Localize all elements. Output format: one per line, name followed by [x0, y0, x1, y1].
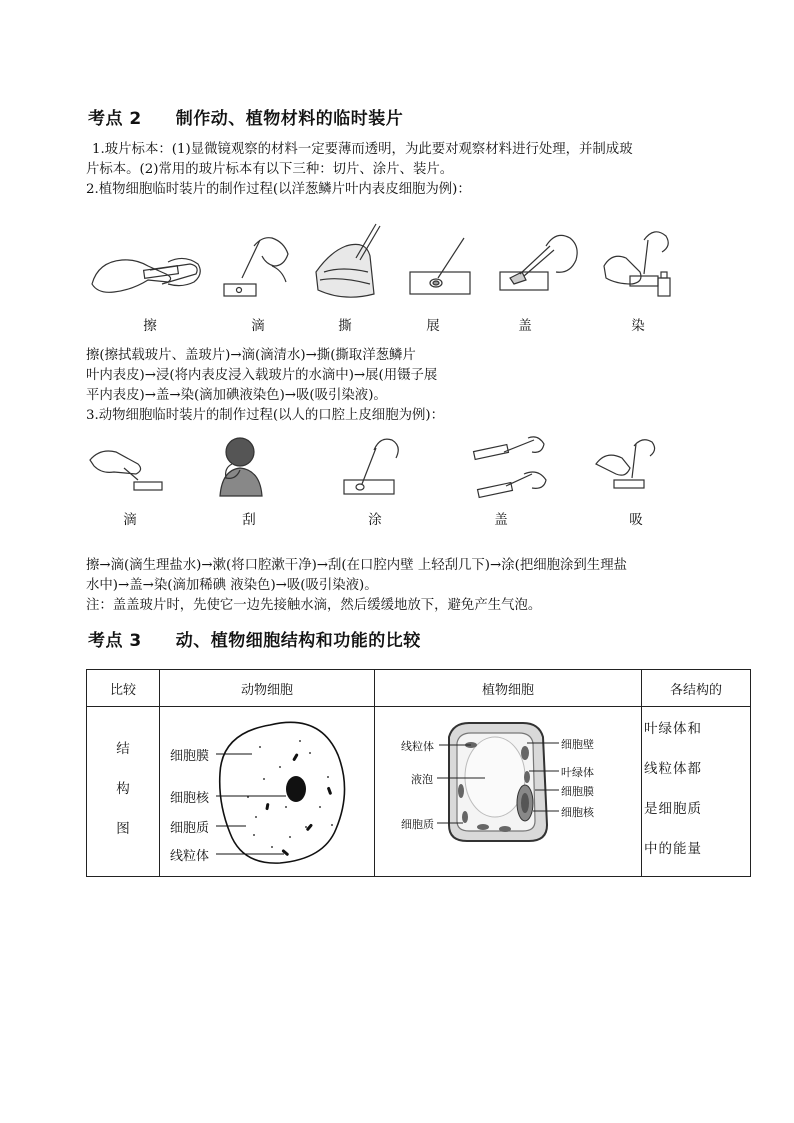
row-label-structure-diagram: 结 构 图	[87, 707, 160, 877]
animal-absorb-illustration	[596, 440, 655, 488]
section2-number: 考点 2	[88, 109, 142, 129]
comparison-table	[86, 669, 751, 877]
section2-heading	[88, 104, 403, 129]
animal-cell-diagram-cell	[160, 707, 375, 877]
animal-smear-illustration	[344, 439, 398, 494]
animal-step-caption: 滴	[123, 512, 137, 528]
plant-step-caption: 滴	[251, 318, 265, 334]
animal-step-caption: 涂	[368, 512, 382, 528]
cover-illustration	[500, 235, 577, 290]
section3-heading	[88, 626, 421, 651]
animal-label-nucleus: 细胞核	[170, 791, 210, 806]
animal-desc-line-1: 擦→滴(滴生理盐水)→漱(将口腔漱干净)→刮(在口腔内壁 上轻刮几下)→涂(把细胞涂到生理盐	[86, 558, 627, 573]
wipe-illustration	[92, 258, 200, 292]
plant-step-caption: 染	[631, 318, 645, 334]
tear-illustration	[316, 224, 380, 297]
section3-title: 动、植物细胞结构和功能的比较	[175, 631, 421, 651]
plant-label-membrane: 细胞膜	[561, 785, 594, 798]
stain-illustration	[604, 232, 670, 296]
plant-step-caption: 展	[426, 318, 440, 334]
plant-cell-diagram	[375, 707, 641, 877]
plant-label-vacuole: 液泡	[411, 773, 433, 786]
plant-desc-line-1: 擦(擦拭载玻片、盖玻片)→滴(滴清水)→撕(撕取洋葱鳞片	[86, 348, 416, 363]
header-structures: 各结构的	[642, 670, 751, 707]
plant-step-caption: 擦	[143, 318, 157, 334]
nucleus-shape	[286, 776, 306, 802]
plant-label-cell-wall: 细胞壁	[561, 738, 594, 751]
plant-step-caption: 撕	[338, 318, 352, 334]
animal-desc-line-2: 水中)→盖→染(滴加稀碘 液染色)→吸(吸引染液)。	[86, 578, 378, 593]
plant-label-mitochondria: 线粒体	[401, 740, 434, 753]
section2-title: 制作动、植物材料的临时装片	[175, 109, 404, 129]
animal-label-mitochondria: 线粒体	[170, 849, 210, 864]
plant-label-cytoplasm: 细胞质	[401, 818, 434, 831]
plant-desc-line-2: 叶内表皮)→浸(将内表皮浸入载玻片的水滴中)→展(用镊子展	[86, 368, 438, 383]
para-1-line-1: 1.玻片标本：(1)显微镜观察的材料一定要薄而透明，为此要对观察材料进行处理，并制成玻	[92, 142, 633, 157]
section3-number: 考点 3	[88, 631, 142, 651]
animal-step-illustrations	[84, 434, 684, 504]
animal-label-cytoplasm: 细胞质	[170, 821, 210, 836]
plant-step-caption: 盖	[518, 318, 532, 334]
para-2: 2.植物细胞临时装片的制作过程(以洋葱鳞片叶内表皮细胞为例)：	[86, 182, 471, 197]
animal-label-membrane: 细胞膜	[170, 749, 210, 764]
plant-label-nucleus: 细胞核	[561, 806, 594, 819]
spread-illustration	[410, 238, 470, 294]
animal-cover-illustration	[474, 437, 546, 498]
drop-illustration	[224, 238, 288, 296]
plant-cell-diagram-cell	[375, 707, 642, 877]
structure-notes: 叶绿体和 线粒体都 是细胞质 中的能量	[642, 707, 751, 877]
header-plant-cell: 植物细胞	[375, 670, 642, 707]
para-3: 3.动物细胞临时装片的制作过程(以人的口腔上皮细胞为例)：	[86, 408, 444, 423]
plant-step-illustrations	[84, 222, 704, 312]
plant-label-chloroplast: 叶绿体	[561, 766, 594, 779]
note: 注：盖盖玻片时，先使它一边先接触水滴，然后缓缓地放下，避免产生气泡。	[86, 598, 542, 613]
animal-step-caption: 盖	[494, 512, 508, 528]
plant-desc-line-3: 平内表皮)→盖→染(滴加碘液染色)→吸(吸引染液)。	[86, 388, 387, 403]
animal-step-caption: 吸	[629, 512, 643, 528]
animal-step-caption: 刮	[242, 512, 256, 528]
para-1-line-2: 片标本。(2)常用的玻片标本有以下三种：切片、涂片、装片。	[86, 162, 454, 177]
header-animal-cell: 动物细胞	[160, 670, 375, 707]
person-rinsing-illustration	[220, 438, 262, 496]
animal-drop-illustration	[90, 451, 162, 490]
header-compare: 比较	[87, 670, 160, 707]
